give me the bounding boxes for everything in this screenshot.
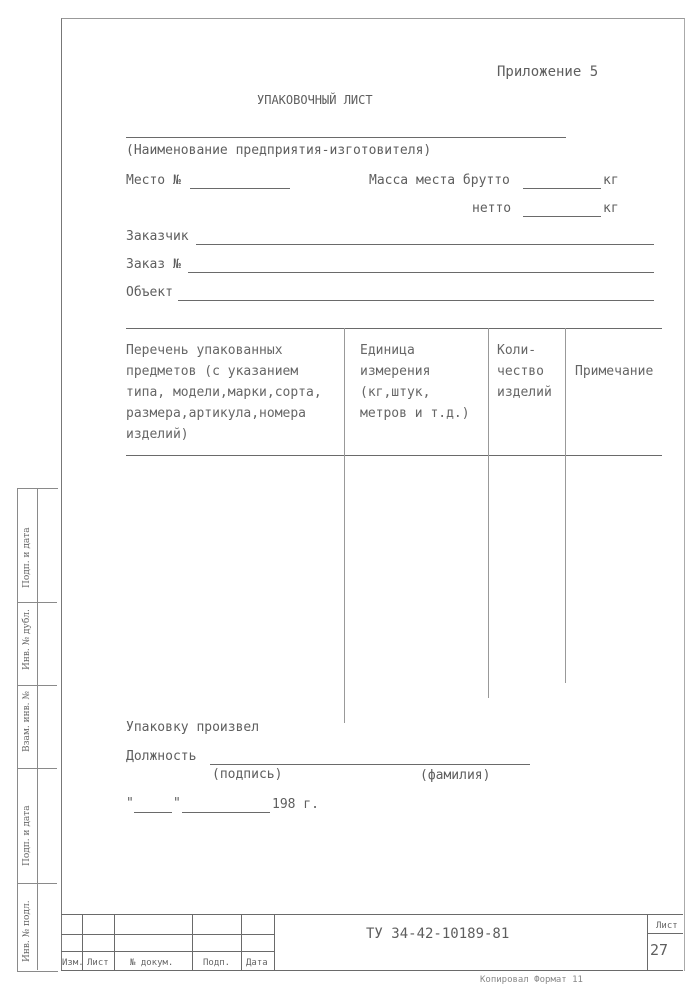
manufacturer-line <box>126 137 566 138</box>
packed-by-label: Упаковку произвел <box>126 720 260 735</box>
page-frame <box>61 18 685 971</box>
side-stamp-label-4: Подп. и дата <box>22 805 32 866</box>
table-col-divider-2 <box>488 328 489 698</box>
table-col3-header <box>497 340 552 403</box>
surname-caption: (фамилия) <box>420 768 491 783</box>
appendix-label: Приложение 5 <box>497 64 599 80</box>
bottom-note: Копировал Формат 11 <box>480 975 583 985</box>
col1-line: предметов (с указанием <box>126 364 299 379</box>
col2-line: (кг,штук, <box>360 385 431 400</box>
position-label: Должность <box>126 749 197 764</box>
side-stamp-row-1 <box>17 602 57 603</box>
manufacturer-caption: (Наименование предприятия-изготовителя) <box>126 143 432 158</box>
title-block-col-3 <box>192 914 193 970</box>
col1-line: Перечень упакованных <box>126 343 283 358</box>
net-field[interactable] <box>523 216 601 217</box>
document-title: УПАКОВОЧНЫЙ ЛИСТ <box>257 93 373 107</box>
date-quote-close: " <box>173 796 181 811</box>
table-top-line <box>126 328 662 329</box>
signature-caption: (подпись) <box>212 767 283 782</box>
net-label: нетто <box>472 201 512 216</box>
table-col1-header <box>126 340 322 445</box>
document-code: ТУ 34-42-10189-81 <box>366 926 510 942</box>
title-block-row-2 <box>61 951 274 952</box>
date-day-field[interactable] <box>134 812 172 813</box>
col2-line: измерения <box>360 364 431 379</box>
title-block-col-6 <box>647 914 648 970</box>
side-stamp-label-5: Инв. № подл. <box>22 900 32 962</box>
footer-col-change: Изм. <box>62 958 84 968</box>
position-field[interactable] <box>210 764 530 765</box>
place-no-label: Место № <box>126 173 181 188</box>
side-stamp-row-3 <box>17 768 57 769</box>
footer-col-sheet: Лист <box>87 958 109 968</box>
col3-line: чество <box>497 364 544 379</box>
side-stamp-label-3: Взам. инв. № <box>22 691 32 752</box>
side-stamp-divider <box>37 488 38 970</box>
col1-line: изделий) <box>126 427 189 442</box>
title-block-row-1 <box>61 934 274 935</box>
title-block-col-4 <box>241 914 242 970</box>
gross-label: Масса места брутто <box>369 173 510 188</box>
object-label: Объект <box>126 285 173 300</box>
title-block-top <box>61 914 683 915</box>
gross-unit: кг <box>603 173 619 188</box>
net-unit: кг <box>603 201 619 216</box>
side-stamp-row-2 <box>17 685 57 686</box>
customer-field[interactable] <box>196 244 654 245</box>
sheet-number: 27 <box>650 941 669 959</box>
order-no-field[interactable] <box>188 272 654 273</box>
title-block-col-5 <box>274 914 275 970</box>
footer-col-date: Дата <box>246 958 268 968</box>
side-stamp-row-4 <box>17 883 57 884</box>
sheet-label: Лист <box>656 921 678 931</box>
table-col-divider-3 <box>565 328 566 683</box>
title-block-bottom <box>61 970 683 971</box>
col2-line: метров и т.д.) <box>360 406 470 421</box>
side-stamp-label-2: Инв. № дубл. <box>22 609 32 670</box>
date-year: 198 г. <box>272 797 319 812</box>
footer-col-sign: Подп. <box>203 958 231 968</box>
table-col-divider-1 <box>344 328 345 723</box>
col3-line: изделий <box>497 385 552 400</box>
customer-label: Заказчик <box>126 229 189 244</box>
sheet-label-line <box>647 933 683 934</box>
date-quote-open: " <box>126 796 134 811</box>
footer-col-docno: № докум. <box>130 958 174 968</box>
gross-field[interactable] <box>523 188 601 189</box>
table-col2-header <box>360 340 470 424</box>
table-col4-header: Примечание <box>575 364 654 379</box>
order-no-label: Заказ № <box>126 257 181 272</box>
table-header-bottom-line <box>126 455 662 456</box>
side-stamp-label-1: Подп. и дата <box>22 527 32 588</box>
place-no-field[interactable] <box>190 188 290 189</box>
col1-line: размера,артикула,номера <box>126 406 307 421</box>
object-field[interactable] <box>178 300 654 301</box>
date-month-field[interactable] <box>182 812 270 813</box>
col2-line: Единица <box>360 343 415 358</box>
title-block-col-2 <box>114 914 115 970</box>
col1-line: типа, модели,марки,сорта, <box>126 385 322 400</box>
col3-line: Коли- <box>497 343 537 358</box>
